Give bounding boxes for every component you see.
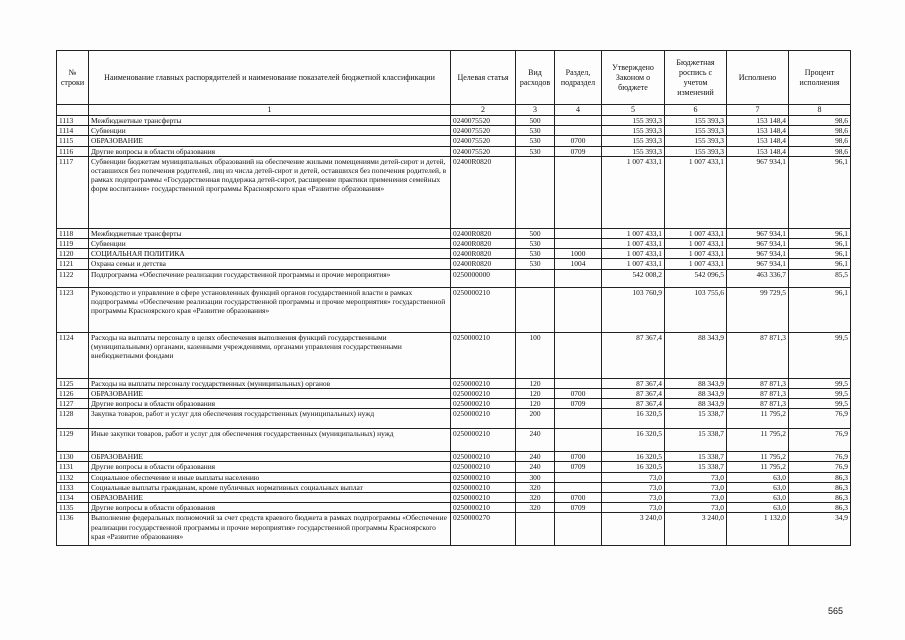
row-budget-list: 15 338,7: [665, 452, 727, 462]
row-target-article: 0240075520: [451, 116, 516, 126]
column-number: 6: [665, 105, 727, 116]
row-section: [555, 126, 602, 136]
row-expense-type: 500: [516, 116, 555, 126]
row-expense-type: 120: [516, 378, 555, 388]
row-section: [555, 409, 602, 429]
table-row: [57, 269, 851, 287]
row-executed: 967 934,1: [727, 239, 789, 249]
row-expense-type: 300: [516, 472, 555, 482]
table-row: [57, 259, 851, 269]
table-row: [57, 429, 851, 452]
table-row: [57, 287, 851, 332]
table-row: [57, 388, 851, 398]
row-approved: 103 760,9: [602, 287, 665, 332]
header-budget-list: Бюджетная роспись с учетом изменений: [665, 51, 727, 105]
row-section: [555, 482, 602, 492]
row-approved: 1 007 433,1: [602, 249, 665, 259]
row-approved: 87 367,4: [602, 399, 665, 409]
column-number: 5: [602, 105, 665, 116]
row-budget-list: 155 393,3: [665, 146, 727, 156]
row-budget-list: 73,0: [665, 493, 727, 503]
row-budget-list: 1 007 433,1: [665, 156, 727, 228]
row-number: 1125: [57, 378, 89, 388]
row-section: 0700: [555, 493, 602, 503]
row-percent: 76,9: [789, 429, 851, 452]
row-expense-type: 530: [516, 136, 555, 146]
row-budget-list: 155 393,3: [665, 126, 727, 136]
row-number: 1114: [57, 126, 89, 136]
row-name: Расходы на выплаты персоналу в целях обеспечения выполнения функций государственными (муниципальными) органами, казенными учреждениями, органами управления государственными внебюджетными фондами: [89, 332, 451, 378]
row-percent: 98,6: [789, 126, 851, 136]
row-section: 0700: [555, 388, 602, 398]
header-row-number: № строки: [57, 51, 89, 105]
row-expense-type: 530: [516, 259, 555, 269]
table-row: [57, 239, 851, 249]
row-number: 1132: [57, 472, 89, 482]
column-number: 7: [727, 105, 789, 116]
row-executed: 967 934,1: [727, 249, 789, 259]
row-percent: 86,3: [789, 472, 851, 482]
row-approved: 155 393,3: [602, 146, 665, 156]
table-row: [57, 493, 851, 503]
row-executed: 87 871,3: [727, 399, 789, 409]
row-percent: 76,9: [789, 462, 851, 472]
row-target-article: 0250000210: [451, 287, 516, 332]
row-target-article: 0250000210: [451, 429, 516, 452]
row-name: Межбюджетные трансферты: [89, 228, 451, 238]
row-budget-list: 1 007 433,1: [665, 228, 727, 238]
row-executed: 87 871,3: [727, 388, 789, 398]
row-percent: 86,3: [789, 482, 851, 492]
row-expense-type: 240: [516, 452, 555, 462]
row-name: Социальное обеспечение и иные выплаты населению: [89, 472, 451, 482]
row-target-article: 02400R0820: [451, 156, 516, 228]
row-target-article: 0250000210: [451, 332, 516, 378]
row-executed: 967 934,1: [727, 228, 789, 238]
row-budget-list: 542 096,5: [665, 269, 727, 287]
table-row: [57, 399, 851, 409]
row-name: ОБРАЗОВАНИЕ: [89, 136, 451, 146]
row-target-article: 0250000210: [451, 472, 516, 482]
row-budget-list: 73,0: [665, 472, 727, 482]
row-percent: 86,3: [789, 493, 851, 503]
row-percent: 96,1: [789, 239, 851, 249]
row-expense-type: [516, 513, 555, 546]
row-budget-list: 15 338,7: [665, 409, 727, 429]
row-target-article: 0250000210: [451, 399, 516, 409]
row-budget-list: 155 393,3: [665, 136, 727, 146]
table-header-row: [57, 51, 851, 105]
row-expense-type: 530: [516, 249, 555, 259]
row-number: 1133: [57, 482, 89, 492]
row-approved: 155 393,3: [602, 136, 665, 146]
row-approved: 87 367,4: [602, 378, 665, 388]
column-number: 1: [89, 105, 451, 116]
row-executed: 967 934,1: [727, 259, 789, 269]
row-number: 1126: [57, 388, 89, 398]
row-approved: 16 320,5: [602, 462, 665, 472]
row-approved: 16 320,5: [602, 452, 665, 462]
table-row: [57, 482, 851, 492]
row-number: 1121: [57, 259, 89, 269]
row-name: Социальные выплаты гражданам, кроме публичных нормативных социальных выплат: [89, 482, 451, 492]
row-approved: 87 367,4: [602, 332, 665, 378]
row-number: 1116: [57, 146, 89, 156]
row-percent: 96,1: [789, 259, 851, 269]
row-executed: 11 795,2: [727, 462, 789, 472]
row-expense-type: 240: [516, 429, 555, 452]
table-row: [57, 409, 851, 429]
row-name: Субвенции: [89, 126, 451, 136]
row-budget-list: 88 343,9: [665, 388, 727, 398]
row-target-article: 0240075520: [451, 126, 516, 136]
table-row: [57, 116, 851, 126]
row-percent: 76,9: [789, 409, 851, 429]
row-expense-type: 100: [516, 332, 555, 378]
row-budget-list: 73,0: [665, 482, 727, 492]
row-section: [555, 513, 602, 546]
row-approved: 1 007 433,1: [602, 228, 665, 238]
row-approved: 73,0: [602, 493, 665, 503]
row-executed: 87 871,3: [727, 378, 789, 388]
row-budget-list: 1 007 433,1: [665, 249, 727, 259]
row-budget-list: 15 338,7: [665, 462, 727, 472]
row-percent: 85,5: [789, 269, 851, 287]
row-expense-type: 120: [516, 399, 555, 409]
row-section: [555, 332, 602, 378]
table-row: [57, 332, 851, 378]
row-percent: 98,6: [789, 116, 851, 126]
row-approved: 1 007 433,1: [602, 239, 665, 249]
row-percent: 99,5: [789, 399, 851, 409]
row-target-article: 02400R0820: [451, 228, 516, 238]
row-target-article: 0250000210: [451, 388, 516, 398]
row-budget-list: 1 007 433,1: [665, 239, 727, 249]
row-percent: 99,5: [789, 388, 851, 398]
row-expense-type: 530: [516, 146, 555, 156]
row-expense-type: [516, 269, 555, 287]
row-name: Закупка товаров, работ и услуг для обеспечения государственных (муниципальных) нужд: [89, 409, 451, 429]
row-section: [555, 156, 602, 228]
row-name: ОБРАЗОВАНИЕ: [89, 452, 451, 462]
table-body: [57, 116, 851, 546]
row-executed: 153 148,4: [727, 136, 789, 146]
row-name: Межбюджетные трансферты: [89, 116, 451, 126]
table-row: [57, 126, 851, 136]
row-percent: 96,1: [789, 287, 851, 332]
row-executed: 63,0: [727, 503, 789, 513]
row-expense-type: 120: [516, 388, 555, 398]
column-number: 2: [451, 105, 516, 116]
row-budget-list: 88 343,9: [665, 378, 727, 388]
row-executed: 11 795,2: [727, 452, 789, 462]
row-number: 1113: [57, 116, 89, 126]
row-approved: 16 320,5: [602, 429, 665, 452]
row-budget-list: 88 343,9: [665, 332, 727, 378]
row-target-article: 0250000210: [451, 462, 516, 472]
row-approved: 1 007 433,1: [602, 156, 665, 228]
column-number: 8: [789, 105, 851, 116]
row-target-article: 02400R0820: [451, 259, 516, 269]
row-section: 0700: [555, 452, 602, 462]
row-budget-list: 15 338,7: [665, 429, 727, 452]
row-executed: 99 729,5: [727, 287, 789, 332]
row-name: Подпрограмма «Обеспечение реализации государственной программы и прочие мероприятия»: [89, 269, 451, 287]
row-budget-list: 73,0: [665, 503, 727, 513]
column-number-row: [57, 105, 851, 116]
row-number: 1127: [57, 399, 89, 409]
row-executed: 153 148,4: [727, 126, 789, 136]
row-name: Расходы на выплаты персоналу государственных (муниципальных) органов: [89, 378, 451, 388]
row-number: 1115: [57, 136, 89, 146]
row-number: 1124: [57, 332, 89, 378]
row-executed: 63,0: [727, 493, 789, 503]
row-expense-type: 320: [516, 503, 555, 513]
row-approved: 73,0: [602, 472, 665, 482]
row-name: Субвенции бюджетам муниципальных образований на обеспечение жилыми помещениями детей-сирот и детей, оставшихся без попечения родителей, лиц из числа детей-сирот и детей, оставшихся без попечения родителей, в рамках подпрограммы «Государственная поддержка детей-сирот, расширение практики применения семейных форм воспитания» государственной программы Красноярского края «Развитие образования»: [89, 156, 451, 228]
row-approved: 16 320,5: [602, 409, 665, 429]
row-number: 1117: [57, 156, 89, 228]
row-approved: 87 367,4: [602, 388, 665, 398]
row-executed: 11 795,2: [727, 429, 789, 452]
row-approved: 542 008,2: [602, 269, 665, 287]
row-section: 1000: [555, 249, 602, 259]
column-number-blank: [57, 105, 89, 116]
row-name: Другие вопросы в области образования: [89, 399, 451, 409]
row-percent: 86,3: [789, 503, 851, 513]
row-executed: 967 934,1: [727, 156, 789, 228]
row-section: 0709: [555, 146, 602, 156]
row-expense-type: 240: [516, 462, 555, 472]
row-section: 0709: [555, 462, 602, 472]
row-name: Другие вопросы в области образования: [89, 146, 451, 156]
row-percent: 98,6: [789, 136, 851, 146]
row-name: Другие вопросы в области образования: [89, 462, 451, 472]
row-expense-type: 530: [516, 126, 555, 136]
row-number: 1130: [57, 452, 89, 462]
row-name: ОБРАЗОВАНИЕ: [89, 388, 451, 398]
row-target-article: 02400R0820: [451, 249, 516, 259]
row-target-article: 0250000210: [451, 503, 516, 513]
row-percent: 34,9: [789, 513, 851, 546]
header-target-article: Целевая статья: [451, 51, 516, 105]
header-approved: Утверждено Законом о бюджете: [602, 51, 665, 105]
header-section: Раздел, подраздел: [555, 51, 602, 105]
row-approved: 73,0: [602, 503, 665, 513]
table-row: [57, 452, 851, 462]
row-section: [555, 239, 602, 249]
row-percent: 99,5: [789, 378, 851, 388]
row-section: 1004: [555, 259, 602, 269]
table-row: [57, 378, 851, 388]
row-approved: 155 393,3: [602, 116, 665, 126]
row-expense-type: 500: [516, 228, 555, 238]
header-name: Наименование главных распорядителей и наименование показателей бюджетной классификации: [89, 51, 451, 105]
row-name: Руководство и управление в сфере установленных функций органов государственной власти в рамках подпрограммы «Обеспечение реализации государственной программы и прочие мероприятия» государственной программы Красноярского края «Развитие образования»: [89, 287, 451, 332]
header-executed: Исполнено: [727, 51, 789, 105]
row-number: 1123: [57, 287, 89, 332]
table-row: [57, 249, 851, 259]
row-target-article: 0250000210: [451, 452, 516, 462]
row-target-article: 0240075520: [451, 136, 516, 146]
table-row: [57, 513, 851, 546]
row-number: 1134: [57, 493, 89, 503]
row-approved: 155 393,3: [602, 126, 665, 136]
row-section: [555, 116, 602, 126]
row-section: 0700: [555, 136, 602, 146]
row-section: [555, 228, 602, 238]
row-number: 1119: [57, 239, 89, 249]
row-percent: 98,6: [789, 146, 851, 156]
row-number: 1122: [57, 269, 89, 287]
row-target-article: 0250000210: [451, 378, 516, 388]
row-name: СОЦИАЛЬНАЯ ПОЛИТИКА: [89, 249, 451, 259]
row-name: Субвенции: [89, 239, 451, 249]
row-percent: 96,1: [789, 228, 851, 238]
row-budget-list: 88 343,9: [665, 399, 727, 409]
row-approved: 73,0: [602, 482, 665, 492]
row-percent: 99,5: [789, 332, 851, 378]
row-number: 1131: [57, 462, 89, 472]
row-expense-type: [516, 287, 555, 332]
row-executed: 63,0: [727, 482, 789, 492]
row-approved: 3 240,0: [602, 513, 665, 546]
budget-table: [56, 50, 851, 546]
row-executed: 463 336,7: [727, 269, 789, 287]
row-target-article: 0250000210: [451, 409, 516, 429]
row-expense-type: [516, 156, 555, 228]
row-expense-type: 320: [516, 482, 555, 492]
row-executed: 153 148,4: [727, 116, 789, 126]
page-number: 565: [828, 606, 844, 616]
row-section: [555, 378, 602, 388]
row-name: Другие вопросы в области образования: [89, 503, 451, 513]
row-section: [555, 287, 602, 332]
row-number: 1136: [57, 513, 89, 546]
row-target-article: 0250000210: [451, 493, 516, 503]
row-target-article: 0250000000: [451, 269, 516, 287]
row-budget-list: 1 007 433,1: [665, 259, 727, 269]
table-row: [57, 146, 851, 156]
row-name: Иные закупки товаров, работ и услуг для обеспечения государственных (муниципальных) нужд: [89, 429, 451, 452]
row-percent: 96,1: [789, 249, 851, 259]
row-executed: 63,0: [727, 472, 789, 482]
row-target-article: 02400R0820: [451, 239, 516, 249]
header-percent: Процент исполнения: [789, 51, 851, 105]
row-budget-list: 103 755,6: [665, 287, 727, 332]
row-executed: 11 795,2: [727, 409, 789, 429]
row-number: 1118: [57, 228, 89, 238]
row-expense-type: 320: [516, 493, 555, 503]
row-target-article: 0250000270: [451, 513, 516, 546]
row-target-article: 0250000210: [451, 482, 516, 492]
row-name: ОБРАЗОВАНИЕ: [89, 493, 451, 503]
row-section: [555, 269, 602, 287]
table-row: [57, 156, 851, 228]
row-approved: 1 007 433,1: [602, 259, 665, 269]
column-number: 4: [555, 105, 602, 116]
row-section: 0709: [555, 399, 602, 409]
header-expense-type: Вид расходов: [516, 51, 555, 105]
row-expense-type: 530: [516, 239, 555, 249]
row-executed: 87 871,3: [727, 332, 789, 378]
row-executed: 1 132,0: [727, 513, 789, 546]
row-number: 1128: [57, 409, 89, 429]
row-executed: 153 148,4: [727, 146, 789, 156]
row-target-article: 0240075520: [451, 146, 516, 156]
row-budget-list: 155 393,3: [665, 116, 727, 126]
table-row: [57, 136, 851, 146]
row-percent: 76,9: [789, 452, 851, 462]
row-section: [555, 429, 602, 452]
row-number: 1129: [57, 429, 89, 452]
row-percent: 96,1: [789, 156, 851, 228]
table-row: [57, 472, 851, 482]
row-section: [555, 472, 602, 482]
row-name: Охрана семьи и детства: [89, 259, 451, 269]
table-row: [57, 503, 851, 513]
row-budget-list: 3 240,0: [665, 513, 727, 546]
table-row: [57, 462, 851, 472]
row-name: Выполнение федеральных полномочий за счет средств краевого бюджета в рамках подпрограммы «Обеспечение реализации государственной программы и прочие мероприятия» государственной программы Красноярского края «Развитие образования»: [89, 513, 451, 546]
row-section: 0709: [555, 503, 602, 513]
row-number: 1120: [57, 249, 89, 259]
row-expense-type: 200: [516, 409, 555, 429]
table-row: [57, 228, 851, 238]
column-number: 3: [516, 105, 555, 116]
row-number: 1135: [57, 503, 89, 513]
